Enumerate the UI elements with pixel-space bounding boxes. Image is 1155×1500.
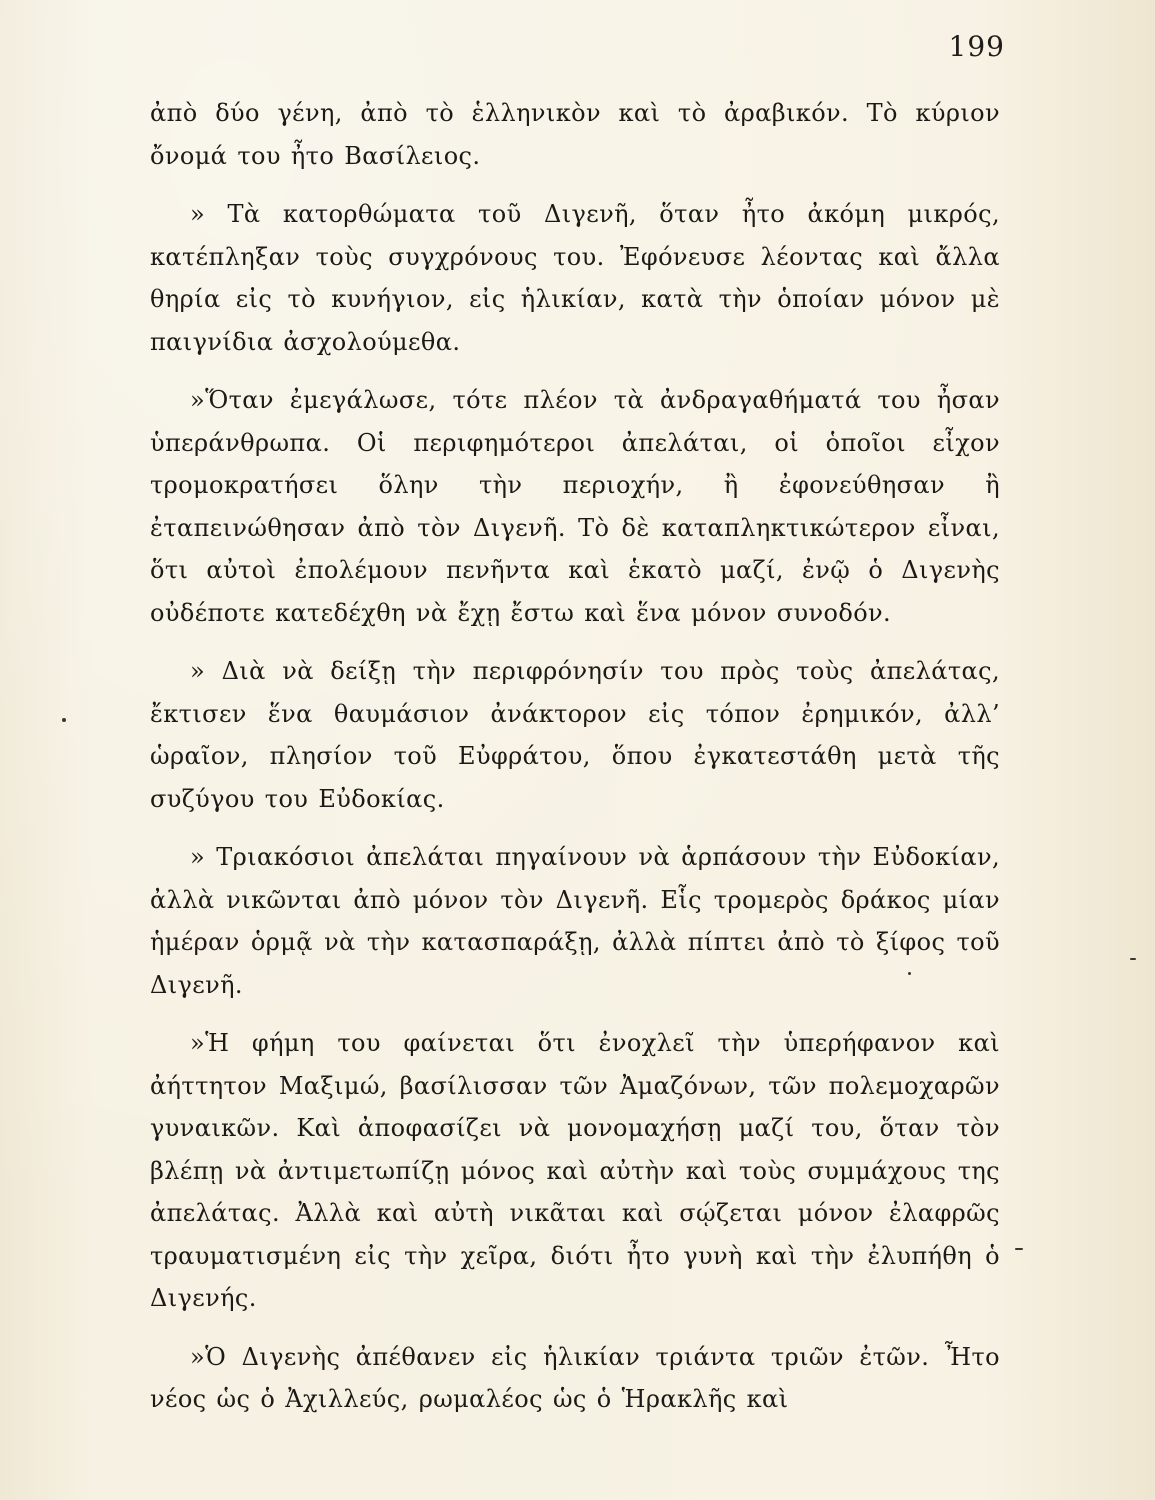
paragraph-7: »Ὁ Διγενὴς ἀπέθανεν εἰς ἡλικίαν τριάντα τριῶν ἐτῶν. Ἦτο νέος ὡς ὁ Ἀχιλλεύς, ρωμαλέος ὡς ὁ Ἡρακλῆς καὶ [150,1342,1000,1413]
paragraph-6: »Ἡ φήμη του φαίνεται ὅτι ἐνοχλεῖ τὴν ὑπερήφανον καὶ ἀήττητον Μαξιμώ, βασίλισσαν τῶν Ἀμαζόνων, τῶν πολεμοχαρῶν γυναικῶν. Καὶ ἀποφασίζει νὰ μονομαχήσῃ μαζί του, ὅταν τὸν βλέπῃ νὰ ἀντιμετωπίζῃ μόνος καὶ αὐτὴν καὶ τοὺς συμμάχους της ἀπελάτας. Ἀλλὰ καὶ αὐτὴ νικᾶται καὶ σῴζεται μόνον ἐλαφρῶς τραυματισμένη εἰς τὴν χεῖρα, διότι ἦτο γυνὴ καὶ τὴν ἐλυπήθη ὁ Διγενής. [150,1029,1000,1312]
margin-speck [908,972,911,975]
paragraph-5: » Τριακόσιοι ἀπελάται πηγαίνουν νὰ ἁρπάσουν τὴν Εὐδοκίαν, ἀλλὰ νικῶνται ἀπὸ μόνον τὸν Διγενῆ. Εἷς τρομερὸς δράκος μίαν ἡμέραν ὁρμᾷ νὰ τὴν κατασπαράξῃ, ἀλλὰ πίπτει ἀπὸ τὸ ξίφος τοῦ Διγενῆ. [150,843,1000,999]
paragraph-2: » Τὰ κατορθώματα τοῦ Διγενῆ, ὅταν ἦτο ἀκόμη μικρός, κατέπληξαν τοὺς συγχρόνους του. Ἐφόνευσε λέοντας καὶ ἄλλα θηρία εἰς τὸ κυνήγιον, εἰς ἡλικίαν, κατὰ τὴν ὁποίαν μόνον μὲ παιγνίδια ἀσχολούμεθα. [150,200,1000,356]
paragraph-4: » Διὰ νὰ δείξῃ τὴν περιφρόνησίν του πρὸς τοὺς ἀπελάτας, ἔκτισεν ἕνα θαυμάσιον ἀνάκτορον εἰς τόπον ἐρημικόν, ἀλλ’ ὡραῖον, πλησίον τοῦ Εὐφράτου, ὅπου ἐγκατεστάθη μετὰ τῆς συζύγου του Εὐδοκίας. [150,657,1000,813]
margin-speck [1015,1248,1023,1250]
margin-speck [1130,958,1136,960]
margin-speck [62,718,66,722]
body-text [150,92,1000,1437]
page-number: 199 [948,30,1005,63]
paragraph-3: »Ὅταν ἐμεγάλωσε, τότε πλέον τὰ ἀνδραγαθήματά του ἦσαν ὑπεράνθρωπα. Οἱ περιφημότεροι ἀπελάται, οἱ ὁποῖοι εἶχον τρομοκρατήσει ὅλην τὴν περιοχήν, ἢ ἐφονεύθησαν ἢ ἐταπεινώθησαν ἀπὸ τὸν Διγενῆ. Τὸ δὲ καταπληκτικώτερον εἶναι, ὅτι αὐτοὶ ἐπολέμουν πενῆντα καὶ ἑκατὸ μαζί, ἐνῷ ὁ Διγενὴς οὐδέποτε κατεδέχθη νὰ ἔχῃ ἔστω καὶ ἕνα μόνον συνοδόν. [150,386,1000,627]
paragraph-1: ἀπὸ δύο γένη, ἀπὸ τὸ ἑλληνικὸν καὶ τὸ ἀραβικόν. Τὸ κύριον ὄνομά του ἦτο Βασίλειος. [150,99,1000,170]
